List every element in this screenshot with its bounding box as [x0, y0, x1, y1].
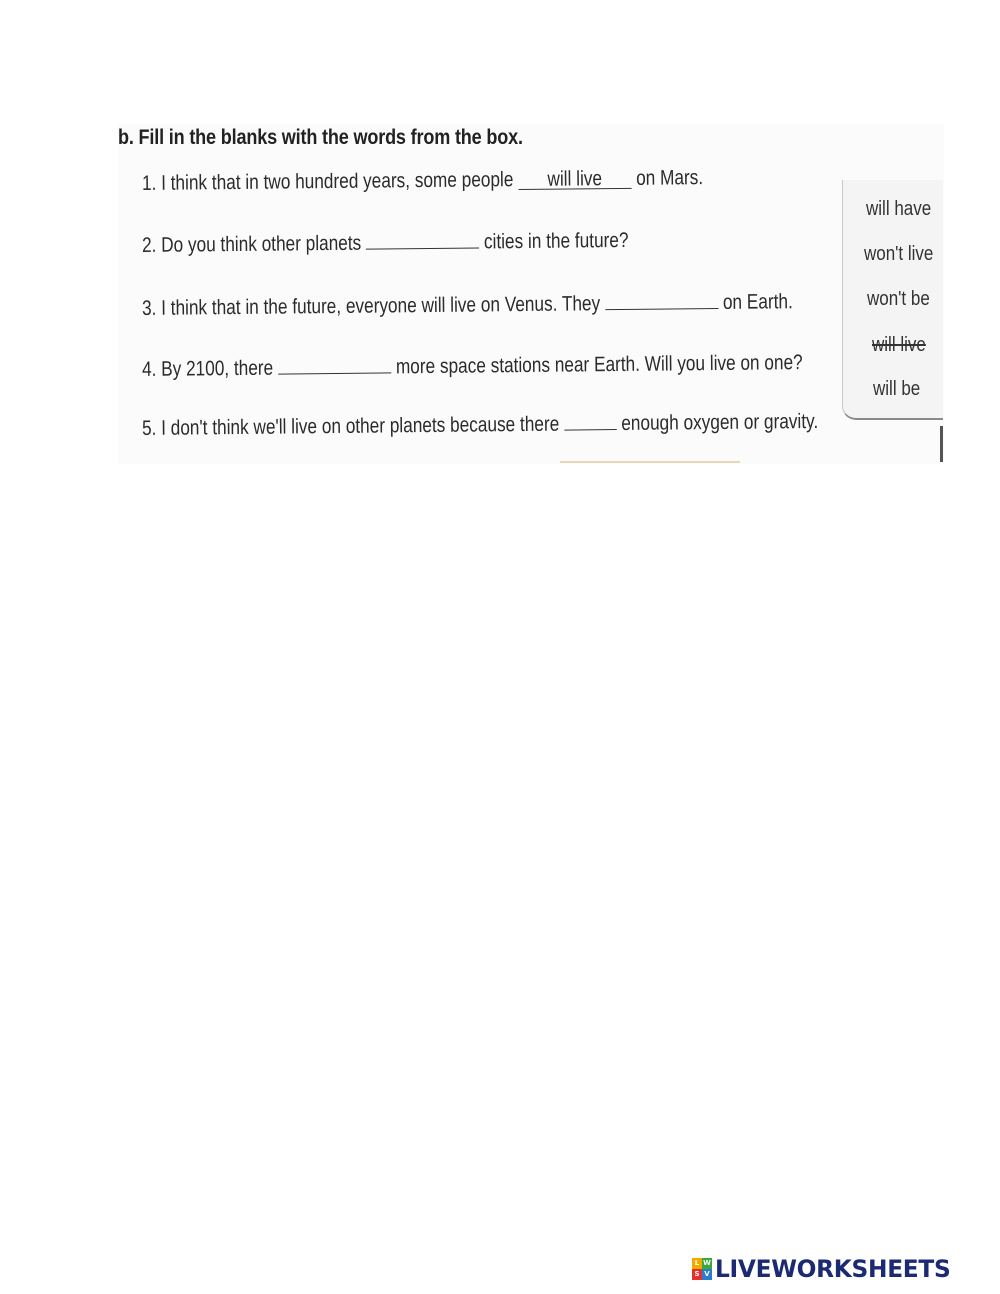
sentence-4-after: more space stations near Earth. Will you live on one? — [395, 351, 803, 379]
sentence-4-blank[interactable] — [278, 354, 391, 374]
sentence-1-after: on Mars. — [635, 166, 704, 190]
logo-text: LIVEWORKSHEETS — [715, 1255, 951, 1283]
scan-edge — [940, 426, 943, 462]
sentence-3-before: 3. I think that in the future, everyone will live on Venus. They — [141, 292, 601, 320]
word-box-item: won't live — [864, 243, 934, 265]
sentence-3-after: on Earth. — [722, 290, 793, 314]
exercise-heading: b. Fill in the blanks with the words from the box. — [118, 126, 523, 149]
logo-mark-tile: W — [703, 1259, 711, 1267]
liveworksheets-logo — [692, 1256, 958, 1282]
sentence-1-blank[interactable]: will live — [518, 170, 631, 190]
word-box-item: will be — [873, 378, 921, 400]
sentence-1-before: 1. I think that in two hundred years, some people — [141, 168, 514, 195]
word-box-item: won't be — [867, 288, 930, 310]
sentence-2-before: 2. Do you think other planets — [141, 231, 362, 257]
sentence-4-before: 4. By 2100, there — [141, 356, 274, 381]
sentence-2-blank[interactable] — [366, 229, 479, 249]
logo-mark-icon — [692, 1258, 712, 1280]
logo-mark-tile: V — [702, 1269, 712, 1280]
logo-mark-tile: S — [692, 1269, 702, 1280]
sentence-2 — [142, 228, 629, 258]
scan-edge-bottom — [560, 461, 740, 463]
sentence-5-before: 5. I don't think we'll live on other planets because there — [141, 412, 560, 440]
logo-mark-tile: L — [692, 1258, 702, 1269]
sentence-2-after: cities in the future? — [483, 228, 629, 254]
word-box-item: will have — [866, 198, 932, 220]
sentence-5-after: enough oxygen or gravity. — [621, 409, 819, 435]
sentence-5-blank[interactable] — [564, 411, 617, 431]
sentence-3-blank[interactable] — [605, 290, 718, 310]
word-box-item-crossed: will live — [872, 334, 926, 356]
